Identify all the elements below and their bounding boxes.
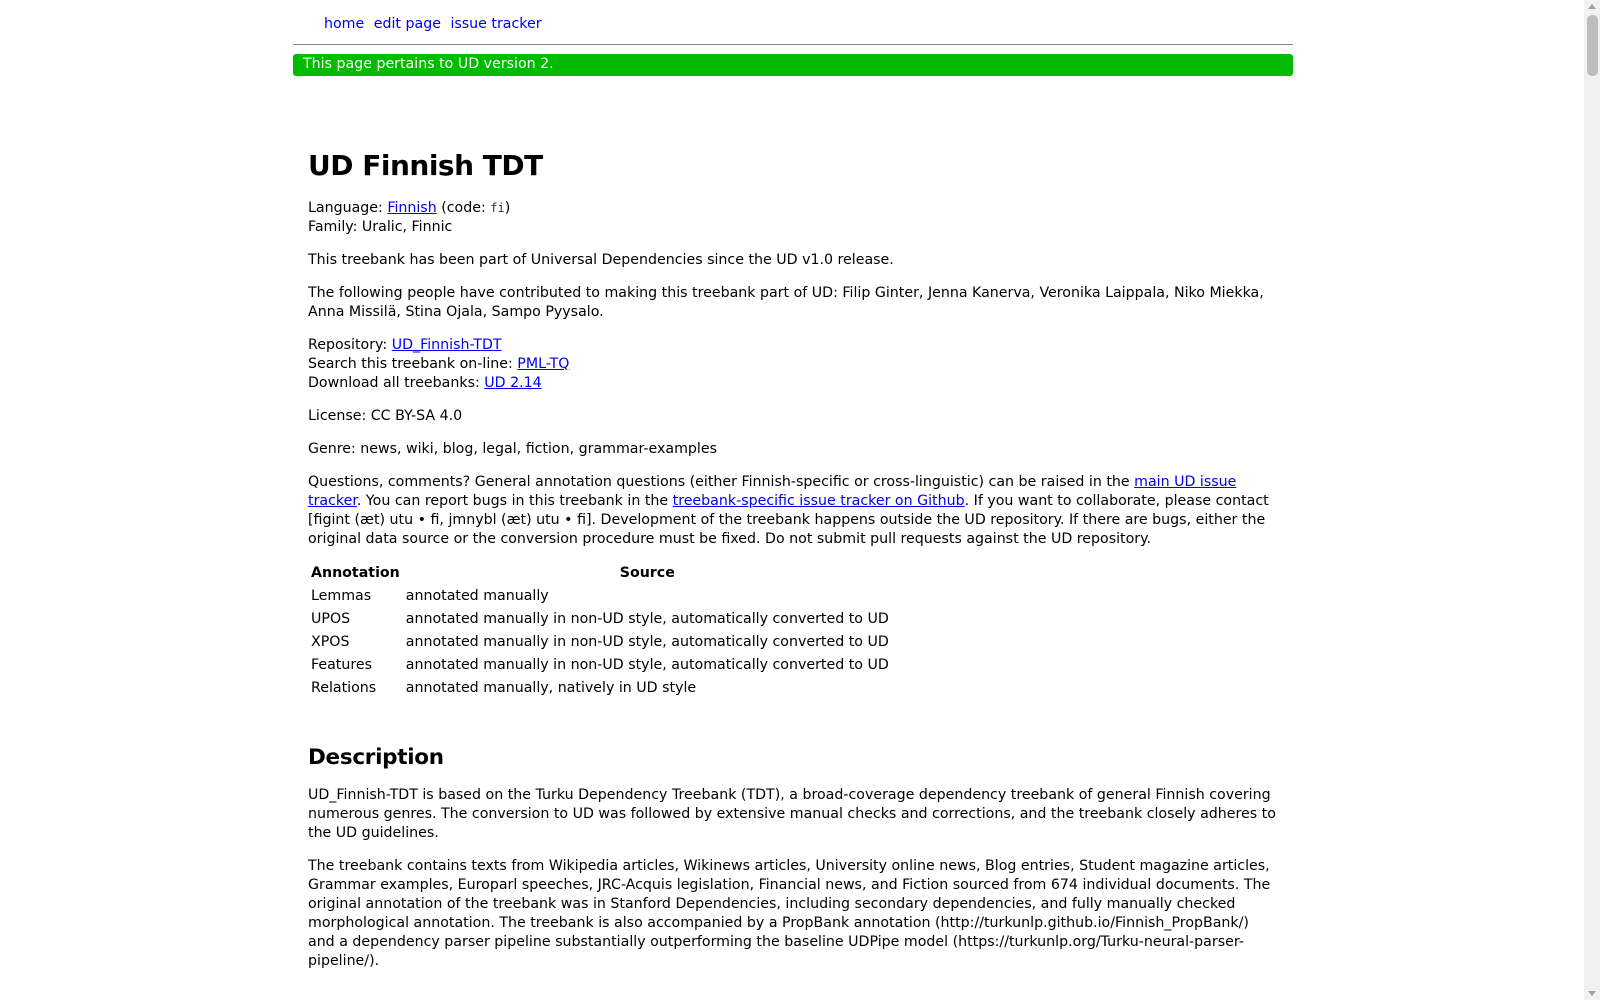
- scrollbar-thumb[interactable]: [1587, 15, 1598, 76]
- nav-home-link[interactable]: home: [324, 16, 365, 32]
- questions-part3: . If you want to collaborate, please contact [figint (æt) utu • fi, jmnybl (æt) utu • fi]. Development of the treebank happens outside the UD repository. If there are bugs, either the original data source or the conversion procedure must be fixed. Do not submit pull requests against the UD repository.: [308, 493, 1269, 547]
- description-paragraph-1: UD_Finnish-TDT is based on the Turku Dependency Treebank (TDT), a broad-coverage dependency treebank of general Finnish covering numerous genres. The conversion to UD was followed by extensive manual checks and corrections, and the treebank closely adheres to the UD guidelines.: [308, 787, 1276, 841]
- table-cell-annotation: UPOS: [311, 611, 351, 627]
- table-header-source: Source: [619, 565, 675, 581]
- questions-part1: Questions, comments? General annotation questions (either Finnish-specific or cross-linguistic) can be raised in the: [308, 474, 1135, 490]
- language-code-suffix: ): [504, 200, 511, 216]
- nav-issue-tracker-link[interactable]: issue tracker: [450, 16, 542, 32]
- description-paragraph-2: The treebank contains texts from Wikipedia articles, Wikinews articles, University online news, Blog entries, Student magazine articles, Grammar examples, Europarl speeches, JRC-Acquis legislation, Financial news, and Fiction sourced from 674 individual documents. The original annotation of the treebank was in Stanford Dependencies, including secondary dependencies, and fully manually checked morphological annotation. The treebank is also accompanied by a PropBank annotation (http://turkunlp.github.io/Finnish_PropBank/) and a dependency parser pipeline substantially outperforming the baseline UDPipe model (https://turkunlp.org/Turku-neural-parser-pipeline/).: [308, 858, 1271, 969]
- table-row: [308, 608, 892, 631]
- table-header-row: [308, 562, 892, 585]
- table-cell-source: annotated manually: [405, 588, 549, 604]
- table-row: [308, 654, 892, 677]
- questions-part2: . You can report bugs in this treebank in the: [356, 493, 673, 509]
- table-cell-annotation: Features: [311, 657, 373, 673]
- scroll-up-arrow-icon[interactable]: [1588, 4, 1596, 9]
- scroll-down-arrow-icon[interactable]: [1588, 991, 1596, 996]
- download-label: Download all treebanks:: [308, 375, 485, 391]
- table-cell-annotation: Lemmas: [311, 588, 372, 604]
- nav-divider: [293, 44, 1293, 45]
- license-text: License: CC BY-SA 4.0: [308, 408, 463, 424]
- search-label: Search this treebank on-line:: [308, 356, 518, 372]
- table-header-annotation: Annotation: [311, 565, 400, 581]
- table-cell-source: annotated manually in non-UD style, automatically converted to UD: [405, 634, 889, 650]
- description-heading: Description: [308, 745, 444, 770]
- page-title: UD Finnish TDT: [308, 149, 543, 182]
- language-code: fi: [490, 201, 505, 215]
- main-content: [308, 148, 1278, 985]
- links-block: [308, 336, 1278, 393]
- language-label: Language:: [308, 200, 388, 216]
- table-row: [308, 631, 892, 654]
- vertical-scrollbar[interactable]: [1584, 0, 1600, 1000]
- contributors-text: The following people have contributed to making this treebank part of UD: Filip Ginter, Jenna Kanerva, Veronika Laippala, Niko Miekka, Anna Missilä, Stina Ojala, Sampo Pyysalo.: [308, 285, 1264, 320]
- table-row: [308, 585, 892, 608]
- table-row: [308, 677, 892, 700]
- table-cell-annotation: XPOS: [311, 634, 350, 650]
- table-cell-source: annotated manually, natively in UD style: [405, 680, 697, 696]
- top-nav: [324, 16, 547, 32]
- language-code-prefix: (code:: [436, 200, 491, 216]
- nav-edit-page-link[interactable]: edit page: [373, 16, 441, 32]
- github-issue-tracker-link[interactable]: treebank-specific issue tracker on Github: [672, 493, 965, 509]
- repository-link[interactable]: UD_Finnish-TDT: [391, 337, 502, 353]
- language-link[interactable]: Finnish: [387, 200, 437, 216]
- genre-text: Genre: news, wiki, blog, legal, fiction, grammar-examples: [308, 441, 717, 457]
- since-text: This treebank has been part of Universal Dependencies since the UD v1.0 release.: [308, 252, 894, 268]
- repository-label: Repository:: [308, 337, 392, 353]
- download-link[interactable]: UD 2.14: [484, 375, 542, 391]
- annotation-table: [308, 562, 892, 700]
- family-text: Family: Uralic, Finnic: [308, 219, 453, 235]
- table-cell-source: annotated manually in non-UD style, automatically converted to UD: [405, 611, 889, 627]
- main-issue-tracker-link[interactable]: main UD issue tracker: [308, 474, 1237, 509]
- version-banner: This page pertains to UD version 2.: [293, 54, 1293, 76]
- table-cell-annotation: Relations: [311, 680, 377, 696]
- questions-text: [308, 473, 1278, 549]
- language-info: [308, 199, 1278, 237]
- search-link[interactable]: PML-TQ: [517, 356, 570, 372]
- table-cell-source: annotated manually in non-UD style, automatically converted to UD: [405, 657, 889, 673]
